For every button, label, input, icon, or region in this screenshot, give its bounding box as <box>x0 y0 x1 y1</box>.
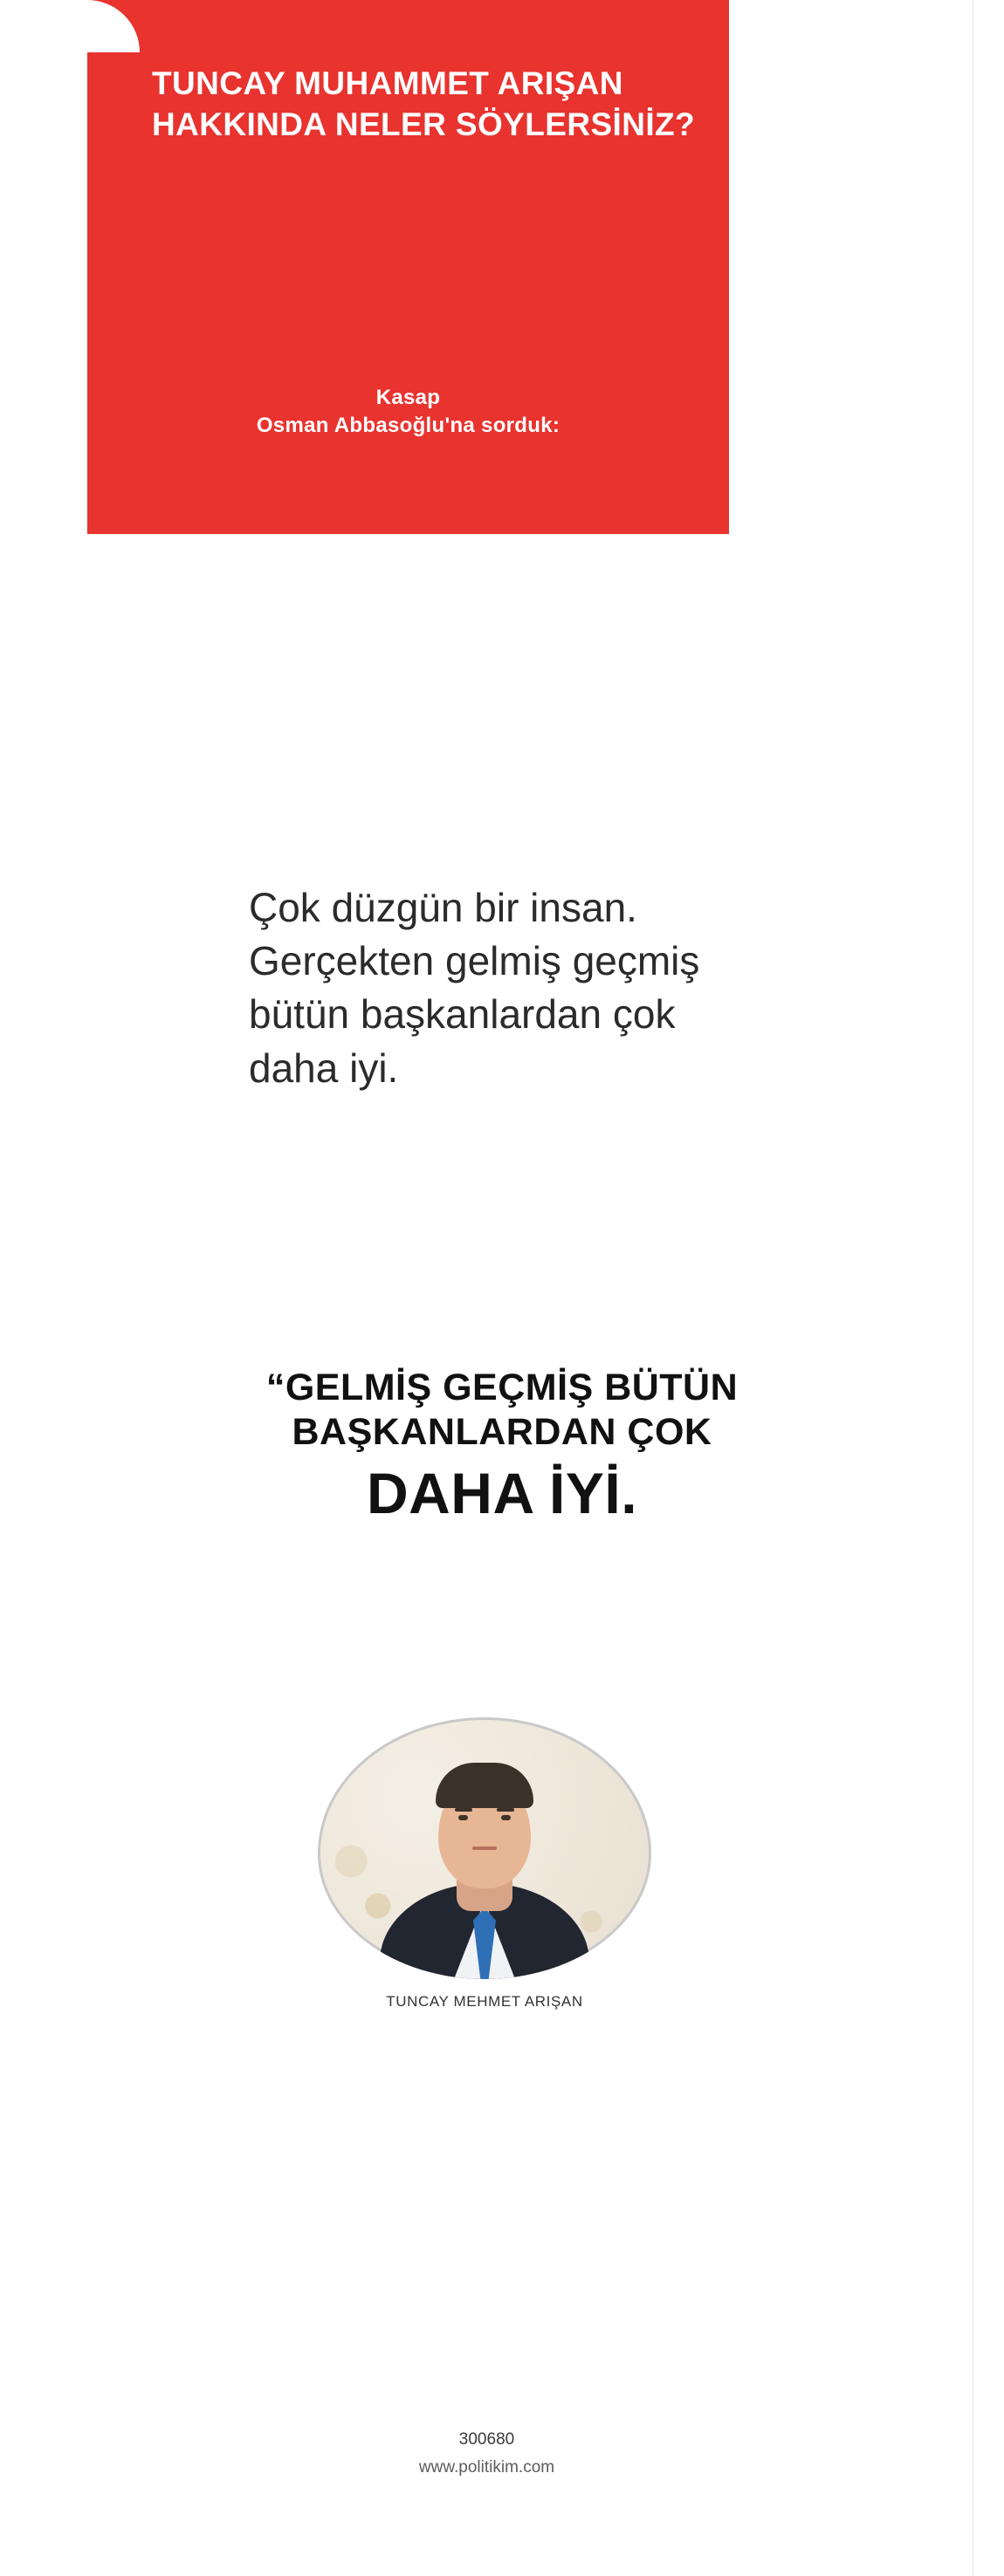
pull-quote <box>157 1366 847 1529</box>
footer <box>0 2426 973 2483</box>
eye-right <box>501 1815 511 1820</box>
respondent-name: Osman Abbasoğlu'na sorduk: <box>256 414 560 438</box>
pull-quote-line1: “GELMİŞ GEÇMİŞ BÜTÜN <box>265 1367 739 1408</box>
eye-left <box>458 1815 468 1820</box>
pull-quote-line3: DAHA İYİ. <box>366 1461 638 1526</box>
header-question-line2: HAKKINDA NELER SÖYLERSİNİZ? <box>152 106 696 143</box>
eyebrow-right <box>497 1808 514 1812</box>
header-red-block <box>87 0 729 534</box>
portrait-photo <box>318 1717 651 1979</box>
header-question <box>152 63 711 146</box>
footer-code: 300680 <box>458 2430 515 2449</box>
header-question-line1: TUNCAY MUHAMMET ARIŞAN <box>152 65 623 101</box>
hair-shape <box>436 1763 533 1808</box>
right-gutter <box>974 0 1004 2576</box>
portrait-caption: TUNCAY MEHMET ARIŞAN <box>386 1993 583 2010</box>
respondent-role: Kasap <box>375 386 441 409</box>
header-content <box>87 0 729 534</box>
portrait-block <box>310 1717 659 2011</box>
eyebrow-left <box>455 1808 472 1812</box>
mouth-shape <box>472 1846 497 1850</box>
quote-body-text: Çok düzgün bir insan. Gerçekten gelmiş geçmiş bütün başkanlardan çok daha iyi. <box>249 885 700 1091</box>
respondent-block <box>87 384 729 441</box>
pull-quote-line2: BAŞKANLARDAN ÇOK <box>292 1410 712 1453</box>
portrait-figure <box>375 1761 594 1979</box>
footer-url: www.politikim.com <box>418 2458 555 2477</box>
